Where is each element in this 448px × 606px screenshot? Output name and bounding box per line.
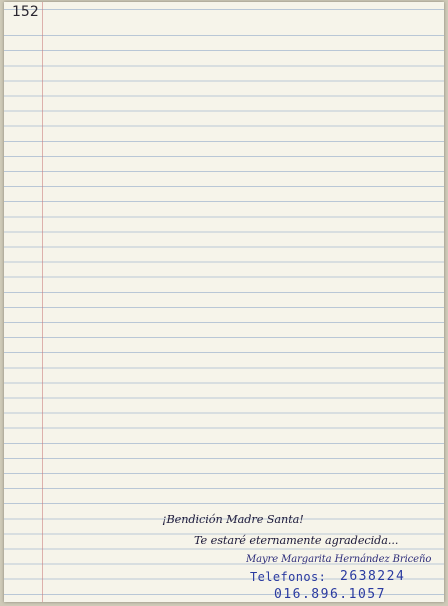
signature: Mayre Margarita Hernández Briceño (246, 554, 432, 565)
notebook-page (4, 2, 444, 602)
phone-number-1: 2638224 (340, 569, 406, 584)
phones-label: Telefonos: (250, 570, 327, 584)
gratitude-line: Te estaré eternamente agradecida... (194, 534, 399, 547)
blessing-line: ¡Bendición Madre Santa! (162, 513, 304, 526)
phone-number-2: 016.896.1057 (274, 587, 386, 602)
closing-block (4, 2, 444, 602)
page-number: 152 (12, 4, 39, 20)
